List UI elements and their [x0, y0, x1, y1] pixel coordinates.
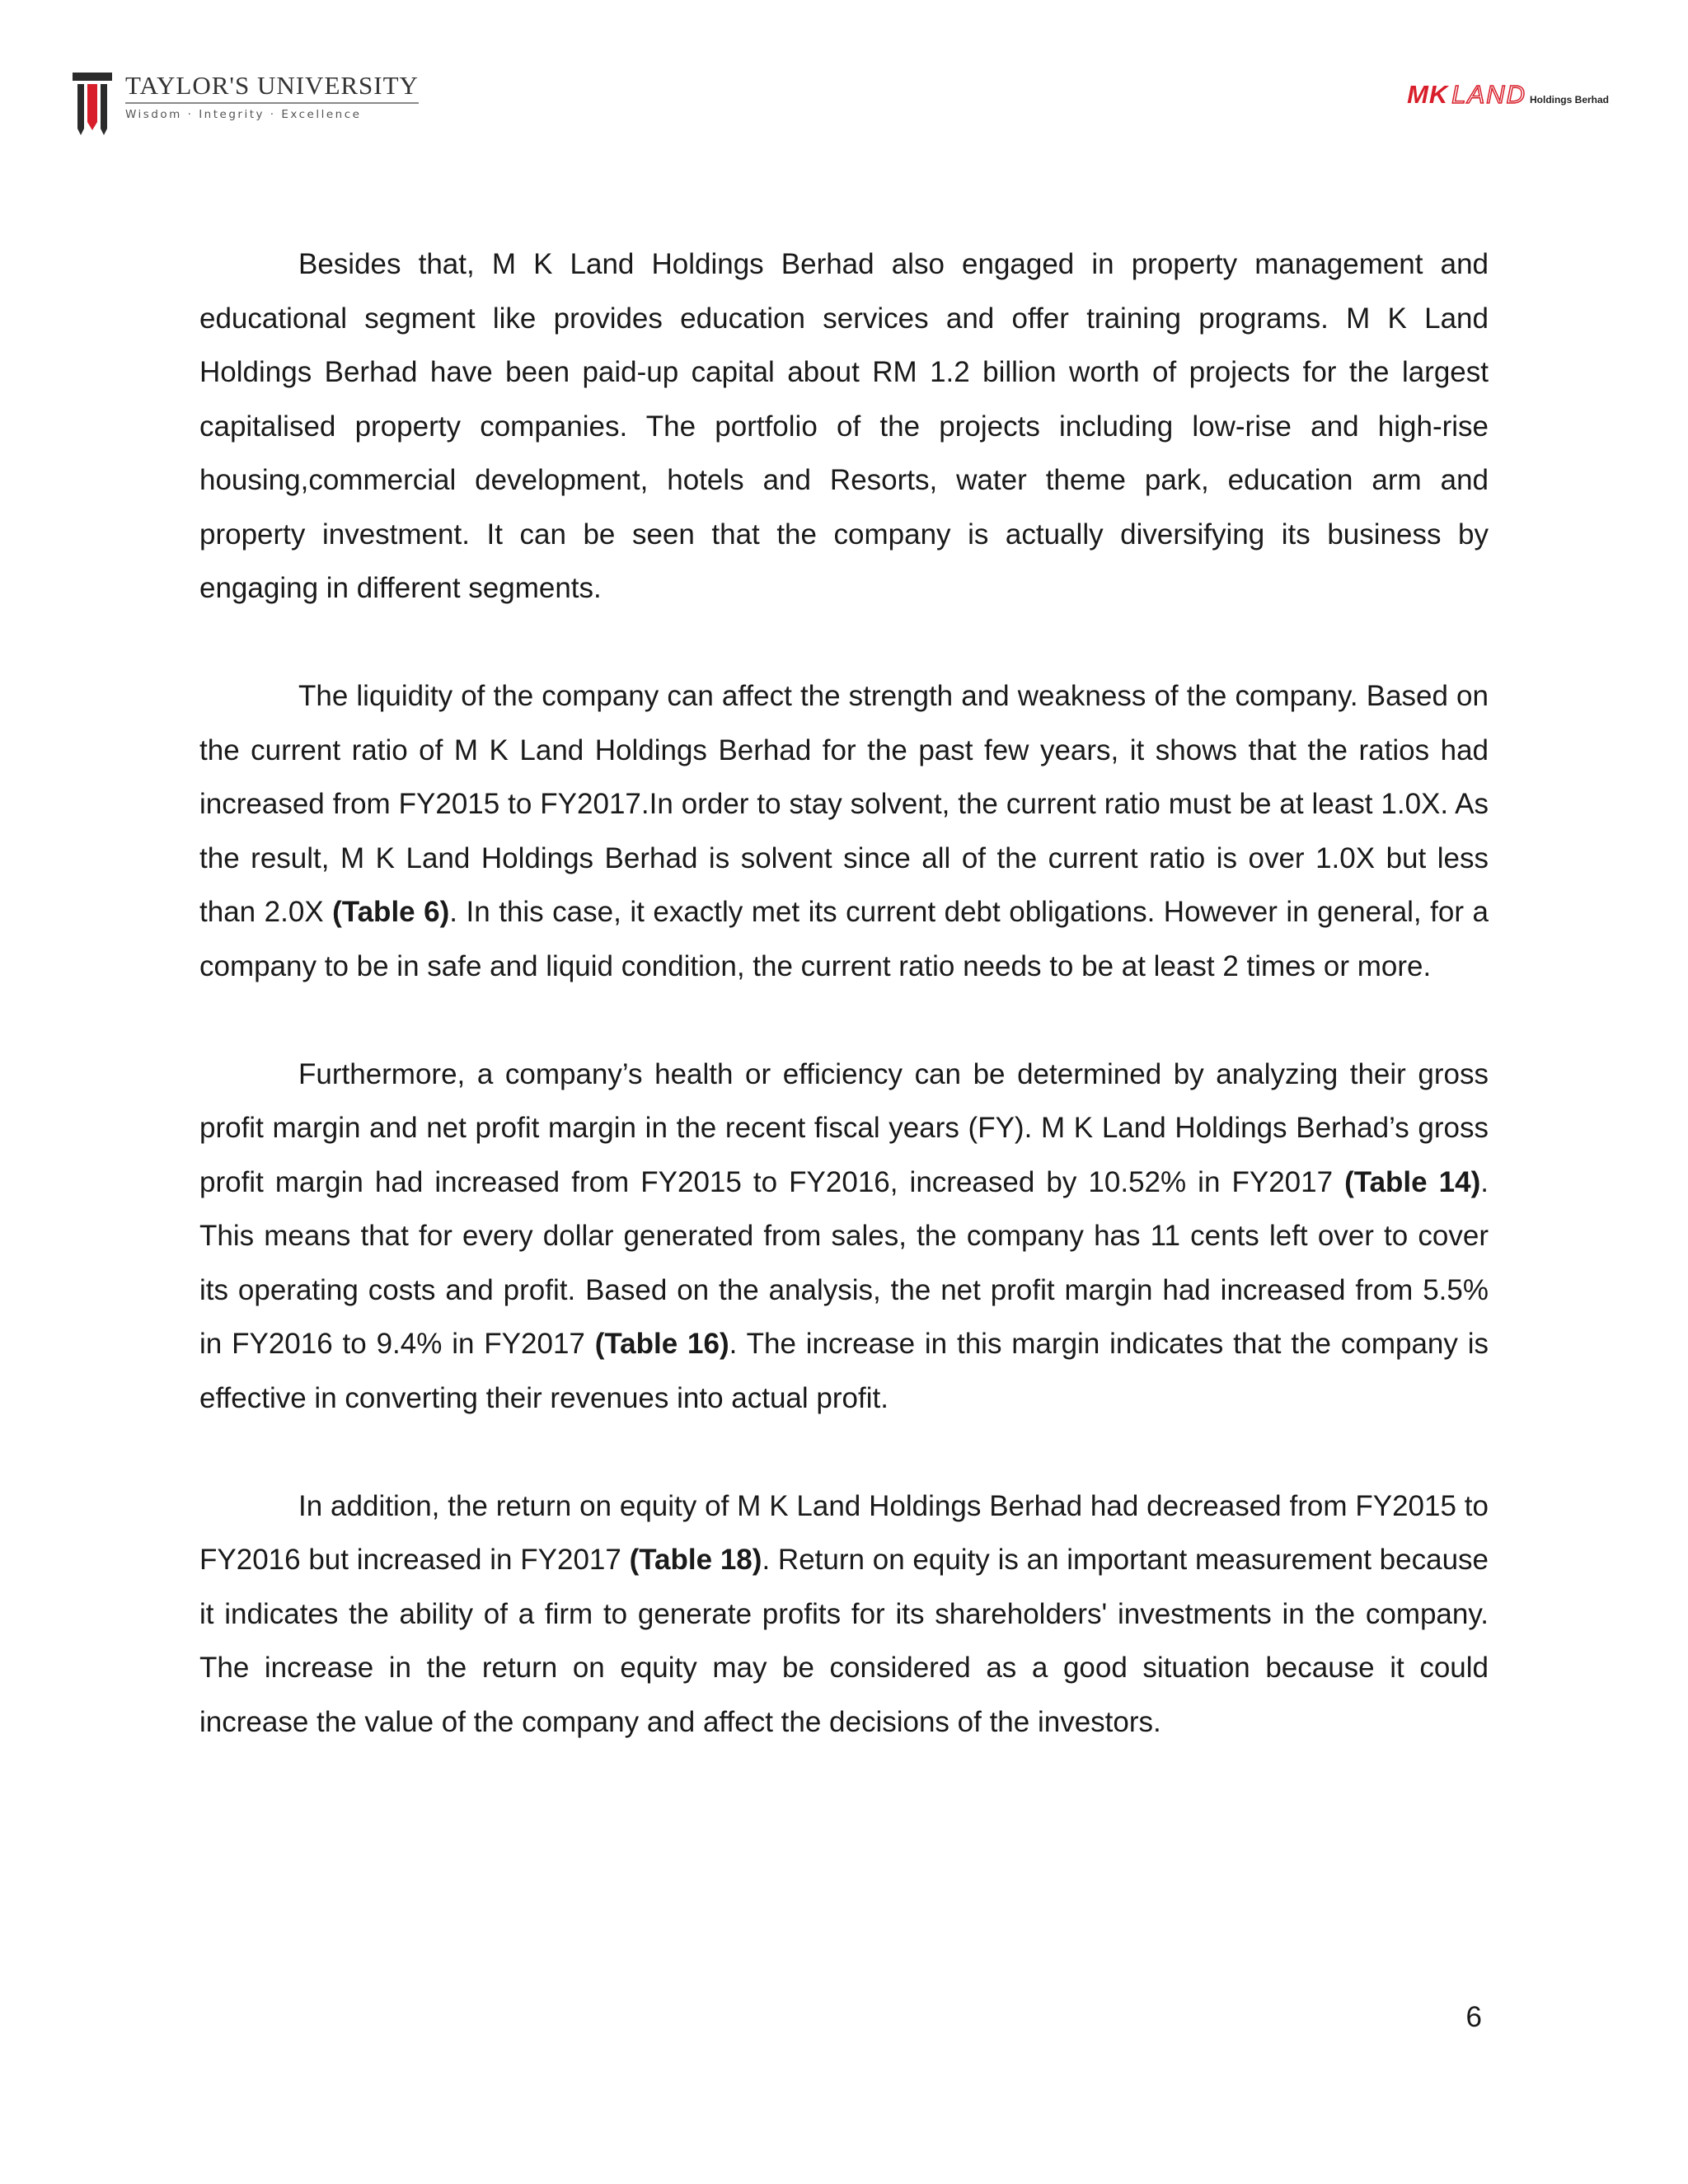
- page-number: 6: [1465, 2001, 1482, 2033]
- text-segment: The liquidity of the company can affect the strength and weakness of the company. Based on the current ratio of M K Land Holdings Berhad for the past few years, it shows that the ratios had increased from FY2015 to FY2017.In order to stay solvent, the current ratio must be at least 1.0X. As the result, M K Land Holdings Berhad is solvent since all of the current ratio is over 1.0X but less than 2.0X: [199, 680, 1489, 928]
- text-segment: . This means that for every dollar generated from sales, the company has 11 cents left over to cover its operating costs and profit. Based on the analysis, the net profit margin had increased from 5.5% in FY2016 to 9.4% in FY2017: [199, 1165, 1489, 1360]
- text-segment: Besides that, M K Land Holdings Berhad also engaged in property management and educational segment like provides education services and offer training programs. M K Land Holdings Berhad have been paid-up capital about RM 1.2 billion worth of projects for the largest capitalised property companies. The portfolio of the projects including low-rise and high-rise housing,commercial development, hotels and Resorts, water theme park, education arm and property investment. It can be seen that the company is actually diversifying its business by engaging in different segments.: [199, 248, 1489, 604]
- table-reference: (Table 18): [629, 1544, 762, 1576]
- university-motto: Wisdom · Integrity · Excellence: [125, 108, 362, 121]
- text-segment: . The increase in this margin indicates that the company is effective in converting their revenues into actual profit.: [199, 1328, 1489, 1414]
- land-logo-text: LAND: [1451, 80, 1526, 109]
- university-name: TAYLOR'S UNIVERSITY: [125, 73, 419, 104]
- paragraph: [199, 1479, 1489, 1750]
- holdings-berhad-text: Holdings Berhad: [1529, 94, 1609, 105]
- document-body: [199, 237, 1489, 1803]
- table-reference: (Table 14): [1344, 1165, 1481, 1198]
- text-segment: In addition, the return on equity of M K Land Holdings Berhad had decreased from FY2015 to FY2016 but increased in FY2017: [199, 1489, 1489, 1576]
- university-crest-icon: [71, 71, 114, 137]
- table-reference: (Table 6): [332, 896, 450, 928]
- mk-land-logo: [1407, 80, 1609, 110]
- text-segment: Furthermore, a company’s health or efficiency can be determined by analyzing their gross profit margin and net profit margin in the recent fiscal years (FY). M K Land Holdings Berhad’s gross profit margin had increased from FY2015 to FY2016, increased by 10.52% in FY2017: [199, 1057, 1489, 1198]
- paragraph: [199, 669, 1489, 993]
- taylors-university-logo: [71, 71, 419, 137]
- paragraph: [199, 1047, 1489, 1426]
- mk-logo-text: MK: [1407, 80, 1449, 109]
- text-segment: . In this case, it exactly met its current debt obligations. However in general, for a company to be in safe and liquid condition, the current ratio needs to be at least 2 times or more.: [199, 896, 1489, 982]
- table-reference: (Table 16): [594, 1328, 729, 1360]
- text-segment: . Return on equity is an important measurement because it indicates the ability of a firm to generate profits for its shareholders' investments in the company. The increase in the return on equity may be considered as a good situation because it could increase the value of the company and affect the decisions of the investors.: [199, 1544, 1489, 1738]
- paragraph: [199, 237, 1489, 616]
